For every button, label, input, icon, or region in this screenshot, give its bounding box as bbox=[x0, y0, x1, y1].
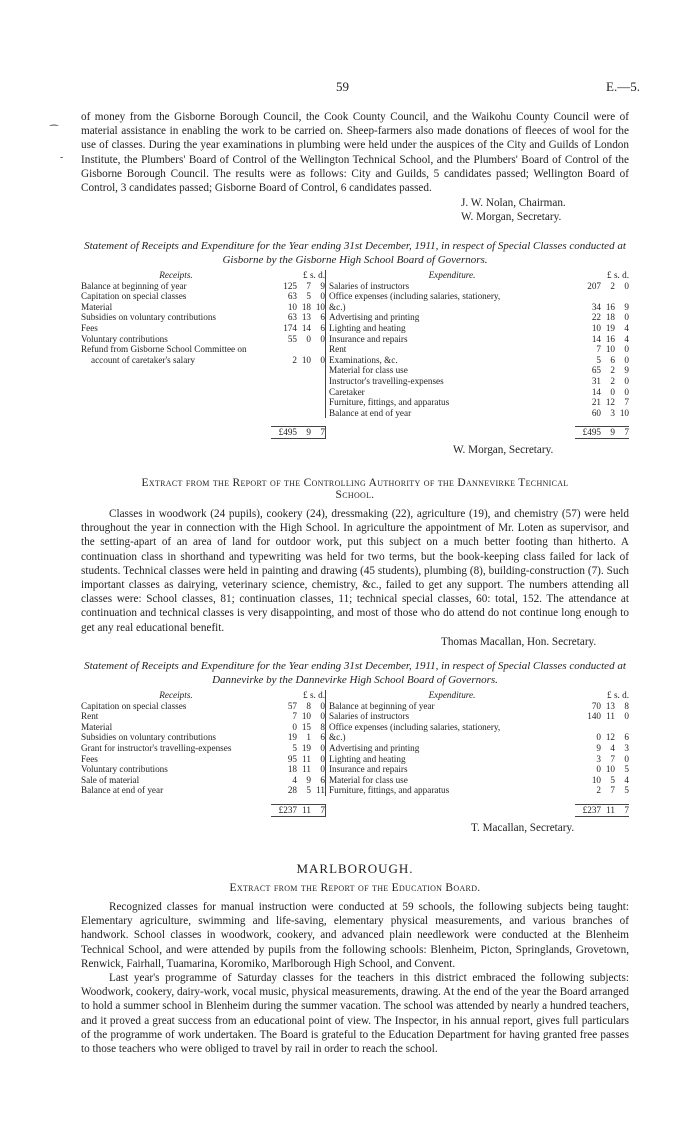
expenditure-shillings: 19 bbox=[605, 322, 615, 333]
expenditure-label: Insurance and repairs bbox=[326, 334, 576, 345]
receipt-pounds: 57 bbox=[287, 700, 297, 711]
receipt-label: Balance at end of year bbox=[81, 785, 164, 796]
expenditure-pence: 4 bbox=[624, 333, 629, 344]
expenditure-shillings bbox=[601, 722, 615, 733]
expenditure-shillings: 13 bbox=[605, 700, 615, 711]
expenditure-pounds: 7 bbox=[596, 344, 601, 355]
table-row bbox=[81, 387, 629, 398]
dannevirke-statement-title: Statement of Receipts and Expenditure for the Year ending 31st December, 1911, in respect of Special Classes conducted at Dannevirke by the Dannevirke High School Board of Governors. bbox=[84, 660, 626, 686]
totals-blank bbox=[81, 427, 271, 439]
expenditure-pence: 8 bbox=[624, 700, 629, 711]
expenditure-shillings: 12 bbox=[605, 732, 615, 743]
expenditure-pounds: 9 bbox=[596, 742, 601, 753]
receipts-heading: Receipts. bbox=[159, 270, 193, 280]
receipt-pounds: 63 bbox=[287, 291, 297, 302]
expenditure-label: Advertising and printing bbox=[326, 312, 576, 323]
dannevirke-heading-line2: School. bbox=[335, 489, 375, 501]
expenditure-pounds: 70 bbox=[591, 700, 601, 711]
table-row bbox=[81, 302, 629, 313]
receipt-label: Fees bbox=[81, 753, 98, 764]
expenditure-pounds: 2 bbox=[596, 785, 601, 796]
expenditure-label: Lighting and heating bbox=[326, 323, 576, 334]
expenditure-label: Insurance and repairs bbox=[326, 764, 576, 775]
gisborne-chairman-signature: J. W. Nolan, Chairman. bbox=[461, 197, 566, 210]
receipt-label: Capitation on special classes bbox=[81, 291, 187, 302]
expenditure-pence bbox=[615, 291, 629, 302]
total-expenditure-l: £237 bbox=[575, 804, 601, 816]
expenditure-pounds: 0 bbox=[596, 764, 601, 775]
money-heading: £ s. d. bbox=[607, 270, 629, 280]
receipt-pounds: 2 bbox=[292, 354, 297, 365]
expenditure-pounds: 0 bbox=[596, 732, 601, 743]
total-expenditure-d: 7 bbox=[615, 427, 629, 439]
receipt-shillings bbox=[297, 408, 311, 419]
expenditure-label: Balance at end of year bbox=[326, 408, 576, 419]
expenditure-label: Examinations, &c. bbox=[326, 355, 576, 366]
receipt-pence: 6 bbox=[320, 312, 325, 323]
receipt-shillings: 10 bbox=[301, 711, 311, 722]
marlborough-section bbox=[81, 861, 629, 1056]
expenditure-pence: 9 bbox=[624, 301, 629, 312]
receipt-shillings: 11 bbox=[302, 764, 311, 775]
receipt-pence bbox=[311, 344, 326, 355]
expenditure-shillings: 11 bbox=[606, 711, 615, 722]
expenditure-pence: 5 bbox=[624, 764, 629, 775]
spacer-cell bbox=[81, 418, 629, 427]
expenditure-shillings: 2 bbox=[610, 375, 615, 386]
document-reference: E.—5. bbox=[606, 79, 640, 94]
expenditure-pounds: 31 bbox=[591, 375, 601, 386]
receipt-pounds: 174 bbox=[283, 322, 297, 333]
expenditure-pence: 0 bbox=[624, 375, 629, 386]
total-receipts-s: 9 bbox=[297, 427, 311, 439]
receipt-label: Rent bbox=[81, 711, 99, 722]
receipt-shillings: 10 bbox=[301, 354, 311, 365]
totals-blank bbox=[81, 804, 271, 816]
table-row bbox=[81, 711, 629, 722]
receipt-shillings bbox=[297, 387, 311, 398]
table-row bbox=[81, 281, 629, 292]
expenditure-pence: 9 bbox=[624, 365, 629, 376]
table-row bbox=[81, 722, 629, 733]
receipt-label: Subsidies on voluntary contributions bbox=[81, 312, 216, 323]
expenditure-pounds: 140 bbox=[587, 711, 601, 722]
expenditure-label: Lighting and heating bbox=[326, 754, 576, 765]
receipt-pounds: 28 bbox=[287, 785, 297, 796]
expenditure-pence: 3 bbox=[624, 742, 629, 753]
expenditure-label: Office expenses (including salaries, stationery, bbox=[326, 291, 576, 302]
expenditure-shillings: 7 bbox=[610, 785, 615, 796]
receipt-pence: 6 bbox=[320, 774, 325, 785]
receipt-label: Balance at beginning of year bbox=[81, 280, 187, 291]
receipt-pence: 8 bbox=[320, 721, 325, 732]
expenditure-pence: 5 bbox=[624, 785, 629, 796]
table-row bbox=[81, 785, 629, 796]
expenditure-label: Material for class use bbox=[326, 775, 576, 786]
table-row bbox=[81, 323, 629, 334]
receipt-pence: 0 bbox=[320, 291, 325, 302]
table-row bbox=[81, 344, 629, 355]
expenditure-pounds: 14 bbox=[591, 386, 601, 397]
totals-row bbox=[81, 427, 629, 439]
expenditure-shillings: 6 bbox=[610, 354, 615, 365]
expenditure-pence: 0 bbox=[624, 753, 629, 764]
money-heading: £ s. d. bbox=[303, 270, 325, 280]
money-heading: £ s. d. bbox=[607, 690, 629, 700]
expenditure-pounds: 10 bbox=[591, 322, 601, 333]
receipt-pounds: 63 bbox=[287, 312, 297, 323]
dannevirke-signature: Thomas Macallan, Hon. Secretary. bbox=[441, 635, 597, 648]
receipt-pence: 0 bbox=[320, 742, 325, 753]
expenditure-pence: 4 bbox=[624, 774, 629, 785]
table-row bbox=[81, 732, 629, 743]
receipt-shillings: 0 bbox=[306, 333, 311, 344]
table-row bbox=[81, 408, 629, 419]
expenditure-label: Rent bbox=[326, 344, 576, 355]
gisborne-statement bbox=[81, 240, 629, 457]
expenditure-shillings: 2 bbox=[610, 365, 615, 376]
receipt-pounds: 19 bbox=[287, 732, 297, 743]
receipt-label: Voluntary contributions bbox=[81, 333, 168, 344]
expenditure-label: Caretaker bbox=[326, 387, 576, 398]
receipt-pence: 0 bbox=[320, 753, 325, 764]
expenditure-pounds: 60 bbox=[591, 407, 601, 418]
expenditure-shillings: 16 bbox=[605, 301, 615, 312]
receipt-pence: 6 bbox=[320, 732, 325, 743]
receipt-pounds bbox=[271, 344, 297, 355]
receipt-shillings bbox=[297, 397, 311, 408]
expenditure-label: &c.) bbox=[326, 302, 576, 313]
expenditure-label: Material for class use bbox=[326, 365, 576, 376]
total-receipts-l: £495 bbox=[271, 427, 297, 439]
receipt-shillings: 14 bbox=[301, 322, 311, 333]
expenditure-pence: 0 bbox=[624, 344, 629, 355]
expenditure-pence bbox=[615, 722, 629, 733]
receipt-label: Grant for instructor's travelling-expenses bbox=[81, 742, 232, 753]
table-row bbox=[81, 754, 629, 765]
expenditure-pounds bbox=[575, 291, 601, 302]
expenditure-shillings: 16 bbox=[605, 333, 615, 344]
receipts-heading: Receipts. bbox=[159, 690, 193, 700]
expenditure-label: Office expenses (including salaries, stationery, bbox=[326, 722, 576, 733]
receipt-label: Material bbox=[81, 721, 113, 732]
totals-row bbox=[81, 804, 629, 816]
margin-mark: - bbox=[60, 152, 64, 163]
totals-blank bbox=[326, 427, 576, 439]
marlborough-paragraph-2: Last year's programme of Saturday classes for the teachers in this district embraced the following subjects: Woodwork, cookery, dairy-work, vocal music, physical measurements, drawing. At the end of the year the Board arranged to hold a summer school in Blenheim during the summer vacation. The school was attended by nearly a hundred teachers, and it proved a great success from an educational point of view. The Inspector, in his annual report, gives full particulars of the programme of work undertaken. The Board is grateful to the Education Department for having granted free passes to those teachers who were obliged to travel by rail in order to reach the school. bbox=[81, 972, 629, 1056]
receipt-label: account of caretaker's salary bbox=[91, 354, 195, 365]
receipt-pounds bbox=[271, 397, 297, 408]
total-expenditure-s: 11 bbox=[601, 804, 615, 816]
table-header-row bbox=[81, 690, 629, 701]
dannevirke-heading: Extract from the Report of the Controlling Authority of the Dannevirke Technical bbox=[141, 477, 569, 489]
marlborough-paragraph-1: Recognized classes for manual instruction were conducted at 59 schools, the following subjects being taught: Elementary agriculture, swimming and life-saving, elementary physical measurements, and various branches of handwork. School classes in woodwork, cookery, and advanced plain needlework were conducted at the Blenheim Technical School, and were attended by pupils from the following schools: Blenheim, Picton, Springlands, Grovetown, Renwick, Fairhall, Tuamarina, Koromiko, Marlborough High School, and Convent. bbox=[81, 901, 629, 970]
page-number: 59 bbox=[336, 79, 349, 94]
table-row bbox=[81, 775, 629, 786]
expenditure-shillings: 7 bbox=[610, 753, 615, 764]
total-receipts-s: 11 bbox=[297, 804, 311, 816]
money-heading: £ s. d. bbox=[303, 690, 325, 700]
gisborne-section bbox=[81, 110, 629, 225]
receipt-shillings: 15 bbox=[301, 721, 311, 732]
table-row bbox=[81, 312, 629, 323]
receipt-pounds: 55 bbox=[287, 333, 297, 344]
spacer-row bbox=[81, 796, 629, 805]
expenditure-label: &c.) bbox=[326, 732, 576, 743]
receipt-label: Fees bbox=[81, 322, 98, 333]
expenditure-shillings: 3 bbox=[610, 407, 615, 418]
receipt-shillings: 9 bbox=[306, 774, 311, 785]
expenditure-pounds: 22 bbox=[591, 312, 601, 323]
margin-mark: ⁀ bbox=[50, 126, 59, 137]
gisborne-accounts-table bbox=[81, 270, 629, 439]
expenditure-shillings: 18 bbox=[605, 312, 615, 323]
table-row bbox=[81, 701, 629, 712]
receipt-pence: 0 bbox=[320, 711, 325, 722]
table-row bbox=[81, 376, 629, 387]
expenditure-label: Salaries of instructors bbox=[326, 281, 576, 292]
total-receipts-d: 7 bbox=[311, 804, 326, 816]
receipt-pence: 9 bbox=[320, 280, 325, 291]
expenditure-pence: 0 bbox=[624, 280, 629, 291]
expenditure-heading: Expenditure. bbox=[326, 270, 576, 281]
total-expenditure-s: 9 bbox=[601, 427, 615, 439]
receipt-pounds: 5 bbox=[292, 742, 297, 753]
receipt-shillings bbox=[297, 376, 311, 387]
total-receipts-d: 7 bbox=[311, 427, 326, 439]
expenditure-pounds: 21 bbox=[591, 397, 601, 408]
spacer-row bbox=[81, 418, 629, 427]
receipt-shillings: 8 bbox=[306, 700, 311, 711]
expenditure-pounds: 207 bbox=[587, 280, 601, 291]
receipt-label: Material bbox=[81, 301, 113, 312]
receipt-pounds bbox=[271, 376, 297, 387]
receipt-pence bbox=[311, 365, 326, 376]
receipt-pence bbox=[311, 387, 326, 398]
receipt-pence bbox=[311, 376, 326, 387]
expenditure-shillings: 2 bbox=[610, 280, 615, 291]
receipt-label bbox=[81, 376, 271, 387]
receipt-pounds: 10 bbox=[287, 301, 297, 312]
receipt-pence: 11 bbox=[316, 785, 325, 796]
receipt-pounds: 4 bbox=[292, 774, 297, 785]
expenditure-label: Advertising and printing bbox=[326, 743, 576, 754]
receipt-pounds: 18 bbox=[287, 764, 297, 775]
receipt-pence: 0 bbox=[320, 333, 325, 344]
dannevirke-statement bbox=[81, 660, 629, 835]
expenditure-label: Balance at beginning of year bbox=[326, 701, 576, 712]
expenditure-pence: 0 bbox=[624, 711, 629, 722]
expenditure-shillings: 0 bbox=[610, 386, 615, 397]
expenditure-pounds bbox=[575, 722, 601, 733]
expenditure-pounds: 10 bbox=[591, 774, 601, 785]
expenditure-pounds: 65 bbox=[591, 365, 601, 376]
receipt-pounds: 7 bbox=[292, 711, 297, 722]
marlborough-title: MARLBOROUGH. bbox=[296, 861, 414, 876]
receipt-shillings bbox=[297, 344, 311, 355]
receipt-shillings: 18 bbox=[301, 301, 311, 312]
receipt-label bbox=[81, 408, 271, 419]
expenditure-label: Instructor's travelling-expenses bbox=[326, 376, 576, 387]
receipt-shillings: 5 bbox=[306, 291, 311, 302]
receipt-pence: 0 bbox=[320, 354, 325, 365]
gisborne-statement-title: Statement of Receipts and Expenditure for the Year ending 31st December, 1911, in respect of Special Classes conducted at Gisborne by the Gisborne High School Board of Governors. bbox=[84, 240, 626, 266]
expenditure-heading: Expenditure. bbox=[326, 690, 576, 701]
receipt-pence: 0 bbox=[320, 764, 325, 775]
expenditure-shillings: 10 bbox=[605, 764, 615, 775]
page-header bbox=[0, 79, 700, 97]
marlborough-subheading: Extract from the Report of the Education Board. bbox=[229, 882, 481, 894]
gisborne-statement-signature: W. Morgan, Secretary. bbox=[453, 443, 554, 456]
expenditure-shillings: 12 bbox=[605, 397, 615, 408]
dannevirke-accounts-table bbox=[81, 690, 629, 817]
expenditure-label: Salaries of instructors bbox=[326, 711, 576, 722]
dannevirke-section bbox=[81, 477, 629, 649]
receipt-pounds bbox=[271, 408, 297, 419]
expenditure-label: Furniture, fittings, and apparatus bbox=[326, 397, 576, 408]
gisborne-paragraph: of money from the Gisborne Borough Council, the Cook County Council, and the Waikohu County Council were of material assistance in enabling the work to be carried on. Sheep-farmers also made donations of fleeces of wool for the use of classes. During the year examinations in plumbing were held under the auspices of the City and Guilds of London Institute, the Plumbers' Board of Control of the Wellington Technical School, and the Plumbers' Board of Control of the Gisborne Borough Council. The results were as follows: City and Guilds, 5 candidates passed; Wellington Board of Control, 3 candidates passed; Gisborne Board of Control, 6 candidates passed. bbox=[81, 111, 629, 195]
receipt-label: Sale of material bbox=[81, 774, 140, 785]
receipt-pence bbox=[311, 408, 326, 419]
receipt-shillings: 19 bbox=[301, 742, 311, 753]
expenditure-pence: 0 bbox=[624, 354, 629, 365]
expenditure-pence: 6 bbox=[624, 732, 629, 743]
expenditure-shillings bbox=[601, 291, 615, 302]
total-receipts-l: £237 bbox=[271, 804, 297, 816]
receipt-pounds: 95 bbox=[287, 753, 297, 764]
total-expenditure-l: £495 bbox=[575, 427, 601, 439]
table-row bbox=[81, 397, 629, 408]
expenditure-pounds: 34 bbox=[591, 301, 601, 312]
receipt-label bbox=[81, 397, 271, 408]
receipt-label: Subsidies on voluntary contributions bbox=[81, 732, 216, 743]
table-row bbox=[81, 365, 629, 376]
receipt-pence: 0 bbox=[320, 700, 325, 711]
receipt-shillings: 7 bbox=[306, 280, 311, 291]
receipt-pence: 10 bbox=[315, 301, 325, 312]
table-header-row bbox=[81, 270, 629, 281]
dannevirke-paragraph: Classes in woodwork (24 pupils), cookery (24), dressmaking (22), agriculture (19), and chemistry (57) were held throughout the year in connection with the High School. In agriculture the appointment of Mr. Loten as supervisor, and the setting-apart of an area of land for outdoor work, put this subject on a much better footing than hitherto. A continuation class in shorthand and typewriting was held for two terms, but the book-keeping class failed for lack of students. Technical classes were held in painting and drawing (45 students), plumbing (8), building-construction (7). Such important classes as dairying, veterinary science, chemistry, &c., failed to get any support. The numbers attending all classes were: School classes, 81; continuation classes, 11; technical special classes, 60: total, 152. The attendance at continuation and technical classes is very disappointing, and most of those who do attend do not continue long enough to get any real educational benefit. bbox=[81, 508, 629, 634]
spacer-cell bbox=[81, 796, 629, 805]
table-row bbox=[81, 291, 629, 302]
receipt-label: Voluntary contributions bbox=[81, 764, 168, 775]
receipt-shillings: 11 bbox=[302, 753, 311, 764]
table-row bbox=[81, 743, 629, 754]
total-expenditure-d: 7 bbox=[615, 804, 629, 816]
expenditure-shillings: 4 bbox=[610, 742, 615, 753]
receipt-shillings: 13 bbox=[301, 312, 311, 323]
gisborne-secretary-signature: W. Morgan, Secretary. bbox=[461, 211, 562, 224]
expenditure-pounds: 14 bbox=[591, 333, 601, 344]
receipt-label bbox=[81, 387, 271, 398]
table-row bbox=[81, 764, 629, 775]
receipt-label: Capitation on special classes bbox=[81, 700, 187, 711]
receipt-pounds bbox=[271, 365, 297, 376]
receipt-shillings: 5 bbox=[306, 785, 311, 796]
receipt-pounds: 0 bbox=[292, 721, 297, 732]
table-row bbox=[81, 355, 629, 366]
receipt-pence: 6 bbox=[320, 322, 325, 333]
expenditure-pence: 0 bbox=[624, 312, 629, 323]
expenditure-pounds: 5 bbox=[596, 354, 601, 365]
table-row bbox=[81, 334, 629, 345]
dannevirke-statement-signature: T. Macallan, Secretary. bbox=[471, 821, 575, 834]
expenditure-shillings: 10 bbox=[605, 344, 615, 355]
receipt-shillings: 1 bbox=[306, 732, 311, 743]
totals-blank bbox=[326, 804, 576, 816]
receipt-label bbox=[81, 365, 271, 376]
receipt-pounds: 125 bbox=[283, 280, 297, 291]
expenditure-pence: 7 bbox=[624, 397, 629, 408]
receipt-pounds bbox=[271, 387, 297, 398]
receipt-pence bbox=[311, 397, 326, 408]
receipt-shillings bbox=[297, 365, 311, 376]
expenditure-label: Furniture, fittings, and apparatus bbox=[326, 785, 576, 796]
expenditure-pence: 4 bbox=[624, 322, 629, 333]
receipt-label: Refund from Gisborne School Committee on bbox=[81, 344, 247, 355]
expenditure-shillings: 5 bbox=[610, 774, 615, 785]
expenditure-pence: 10 bbox=[619, 407, 629, 418]
expenditure-pence: 0 bbox=[624, 386, 629, 397]
expenditure-pounds: 3 bbox=[596, 753, 601, 764]
